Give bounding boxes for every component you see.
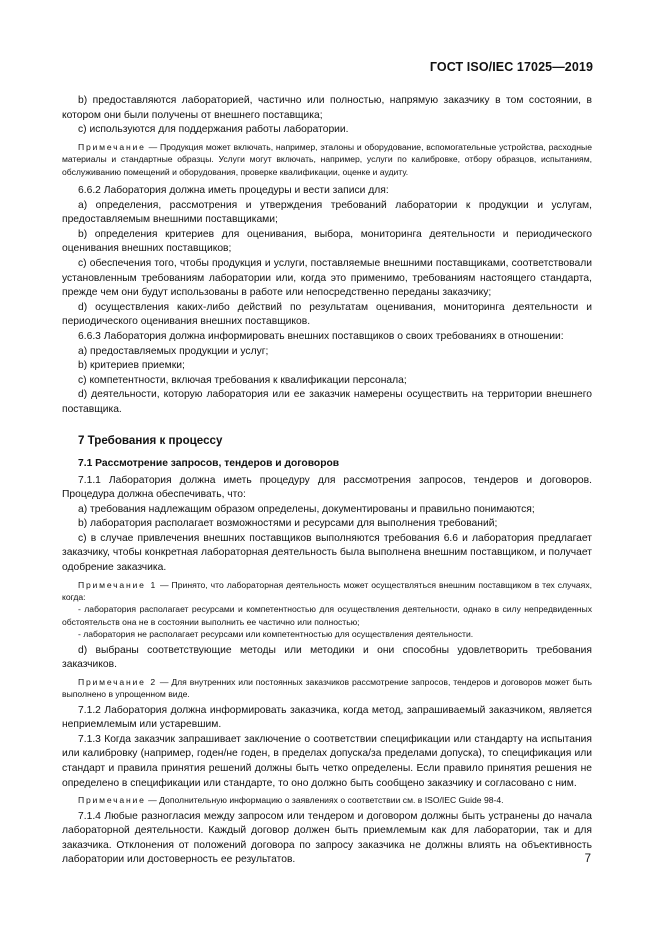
list-item: c) компетентности, включая требования к квалификации персонала; (78, 374, 407, 386)
paragraph-7-1-2: 7.1.2 Лаборатория должна информировать заказчика, когда метод, запрашиваемый заказчиком, является неприемлемым или устаревшим. (62, 704, 592, 731)
document-code: ГОСТ ISO/IEC 17025—2019 (429, 60, 593, 74)
list-item: b) лаборатория располагает возможностями и ресурсами для выполнения требований; (78, 518, 498, 530)
list-item: d) деятельности, которую лаборатория или ее заказчик намерены осуществить на территории внешнего поставщика. (62, 389, 592, 415)
paragraph-7-1-1: 7.1.1 Лаборатория должна иметь процедуру для рассмотрения запросов, тендеров и договоров. Процедура должна обеспечивать, что: (62, 474, 592, 501)
page-number: 7 (584, 853, 591, 865)
paragraph-7-1-4: 7.1.4 Любые разногласия между запросом или тендером и договором должны быть устранены до начала лабораторной деятельности. Каждый договор должен быть приемлемым как для лаборатории, так и для заказчика. Отклонения от положений договора по запросу заказчика не должны влиять на объективность лаборатории или достоверность ее результатов. (62, 810, 592, 866)
note-label: Примечание 1 (78, 579, 158, 590)
note-label: Примечание 2 (78, 676, 157, 687)
page-header (0, 60, 661, 80)
note (62, 141, 592, 178)
note (62, 794, 592, 806)
list-item: c) обеспечения того, чтобы продукция и услуги, поставляемые внешними поставщиками, соответствовали установленным требованиям лаборатории или, когда это применимо, требованиям настоящего стандарта, прежде чем они будут использованы в работе или непосредственно переданы заказчику; (62, 257, 592, 299)
list-item: a) требования надлежащим образом определены, документированы и правильно понимаются; (78, 503, 535, 515)
list-item: a) определения, рассмотрения и утверждения требований лаборатории к продукции и услугам, предоставляемым внешними поставщиками; (62, 199, 592, 226)
paragraph-6-6-2: 6.6.2 Лаборатория должна иметь процедуры и вести записи для: (78, 185, 389, 196)
paragraph: с) используются для поддержания работы лаборатории. (78, 124, 349, 136)
list-item: d) осуществления каких-либо действий по результатам оценивания, мониторинга деятельности и периодического оценивания внешних поставщиков. (62, 301, 592, 328)
list-item: b) определения критериев для оценивания, выбора, мониторинга деятельности и периодического оценивания внешних поставщиков; (62, 228, 592, 255)
note-label: Примечание (78, 795, 146, 806)
list-item: b) критериев приемки; (78, 360, 185, 372)
paragraph-6-6-3: 6.6.3 Лаборатория должна информировать внешних поставщиков о своих требованиях в отношении: (78, 330, 564, 342)
note-label: Примечание (78, 141, 146, 152)
note-item: - лаборатория не располагает ресурсами или компетентностью для осуществления деятельности. (78, 629, 474, 640)
section-7-heading: 7 Требования к процессу (78, 433, 223, 447)
paragraph-7-1-3: 7.1.3 Когда заказчик запрашивает заключение о соответствии спецификации или стандарту на испытания или калибровку (например, годен/не годен, в пределах допуска/за пределами допуска), то спецификация или стандарт и правила принятия решений должны быть четко определены. Если правило принятия решения не определено в спецификации или стандарте, то оно должно быть сообщено заказчику и согласовано с ним. (62, 733, 592, 789)
page-content (62, 94, 592, 868)
section-7-1-heading: 7.1 Рассмотрение запросов, тендеров и договоров (78, 457, 340, 469)
note-text: — Продукция может включать, например, эталоны и оборудование, вспомогательные устройства, расходные материалы и стандартные образцы. Услуги могут включать, например, услуги по калибровке, отбору образцов, испытаниям, обслуживанию помещений и оборудования, проверке квалификации, оценке и аудиту. (62, 141, 592, 177)
list-item: a) предоставляемых продукции и услуг; (78, 345, 269, 357)
note-text: — Принято, что лабораторная деятельность может осуществляться внешним поставщиком в тех случаях, когда: (62, 579, 593, 603)
note-text: — Дополнительную информацию о заявлениях о соответствии см. в ISO/IEC Guide 98-4. (145, 795, 504, 806)
note-item: - лаборатория располагает ресурсами и компетентностью для осуществления деятельности, однако в силу непредвиденных обстоятельств она не в состоянии выполнить ее частично или полностью; (62, 604, 592, 627)
paragraph: b) предоставляются лабораторией, частично или полностью, напрямую заказчику в том состоянии, в котором они были получены от внешнего поставщика; (62, 95, 592, 121)
list-item: d) выбраны соответствующие методы или методики и они способны удовлетворить требования заказчиков. (62, 644, 592, 671)
note-2 (62, 676, 592, 701)
list-item: c) в случае привлечения внешних поставщиков выполняются требования 6.6 и лаборатория предлагает заказчику, чтобы конкретная лабораторная деятельность была выполнена внешним поставщиком, и получает одобрение заказчика. (62, 532, 592, 574)
note-text: — Для внутренних или постоянных заказчиков рассмотрение запросов, тендеров и договоров может быть выполнено в упрощенном виде. (62, 676, 592, 700)
note-1 (62, 579, 592, 604)
